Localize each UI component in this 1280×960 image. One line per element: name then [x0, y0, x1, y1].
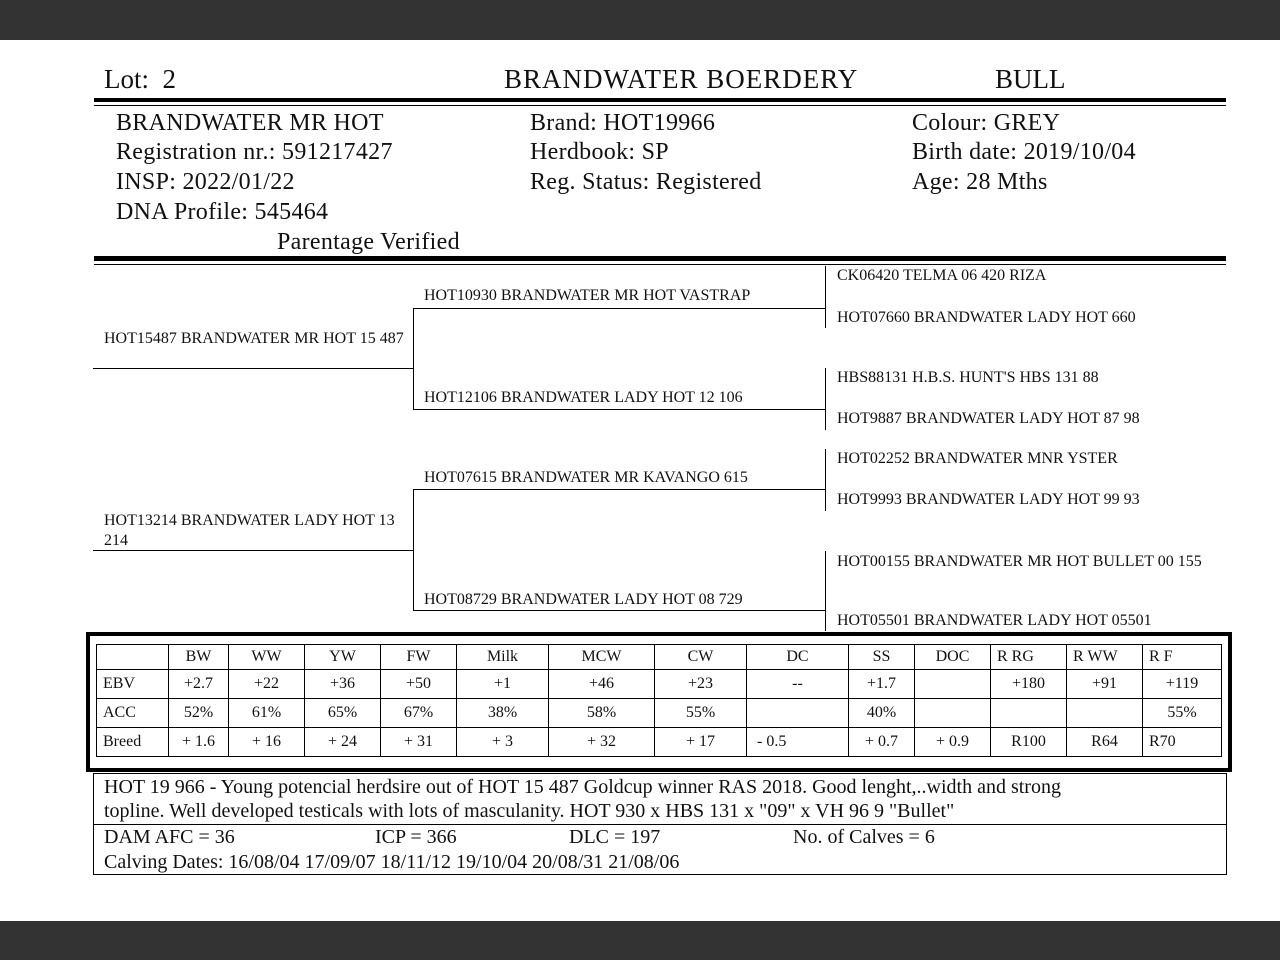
ebv-header-cell: R WW: [1067, 645, 1143, 670]
ebv-cell: +22: [229, 670, 305, 699]
pedigree-bracket: [825, 266, 826, 328]
ebv-header-cell: FW: [381, 645, 457, 670]
ebv-cell: 55%: [1143, 699, 1222, 728]
ebv-cell: + 3: [457, 728, 549, 757]
ebv-cell: [991, 699, 1067, 728]
calving-dates: Calving Dates: 16/08/04 17/09/07 18/11/12 19/10/04 20/08/31 21/08/06: [104, 851, 680, 873]
ebv-row: [97, 670, 1222, 699]
ebv-header-cell: MCW: [549, 645, 655, 670]
ebv-header-cell: DC: [747, 645, 849, 670]
dlc: DLC = 197: [569, 826, 661, 848]
ebv-table: [96, 644, 1222, 757]
ebv-cell: + 1.6: [169, 728, 229, 757]
ebv-cell: [915, 699, 991, 728]
ebv-row-label: Breed: [97, 728, 169, 757]
ebv-cell: R70: [1143, 728, 1222, 757]
ebv-cell: + 17: [655, 728, 747, 757]
pedigree-dam: HOT13214 BRANDWATER LADY HOT 13 214: [104, 512, 395, 549]
pedigree-bracket: [825, 368, 826, 430]
ebv-header-cell: YW: [305, 645, 381, 670]
notes-divider: [94, 824, 1226, 825]
ebv-header-cell: Milk: [457, 645, 549, 670]
ebv-cell: R100: [991, 728, 1067, 757]
ebv-cell: R64: [1067, 728, 1143, 757]
pedigree-line: [413, 308, 825, 309]
animal-name: BRANDWATER MR HOT: [116, 110, 384, 136]
ebv-cell: [747, 699, 849, 728]
pedigree-ds-sire: HOT02252 BRANDWATER MNR YSTER: [837, 450, 1118, 467]
ebv-cell: 61%: [229, 699, 305, 728]
colour: Colour: GREY: [912, 110, 1061, 136]
insp-date: INSP: 2022/01/22: [116, 169, 295, 195]
pedigree-dd-sire: HOT00155 BRANDWATER MR HOT BULLET 00 155: [837, 553, 1202, 570]
pedigree-dam-sire: HOT07615 BRANDWATER MR KAVANGO 615: [424, 469, 748, 486]
pedigree-line: [93, 550, 413, 551]
registration-number: Registration nr.: 591217427: [116, 139, 393, 165]
ebv-cell: +36: [305, 670, 381, 699]
ebv-cell: + 24: [305, 728, 381, 757]
pedigree-sd-sire: HBS88131 H.B.S. HUNT'S HBS 131 88: [837, 369, 1099, 386]
ebv-cell: +23: [655, 670, 747, 699]
icp: ICP = 366: [375, 826, 457, 848]
pedigree-sire-dam: HOT12106 BRANDWATER LADY HOT 12 106: [424, 389, 743, 406]
ebv-cell: 52%: [169, 699, 229, 728]
ebv-cell: - 0.5: [747, 728, 849, 757]
pedigree-line: [413, 489, 825, 490]
ebv-cell: --: [747, 670, 849, 699]
pedigree-sire-sire: HOT10930 BRANDWATER MR HOT VASTRAP: [424, 287, 751, 304]
ebv-cell: + 16: [229, 728, 305, 757]
ebv-cell: + 31: [381, 728, 457, 757]
ebv-header-cell: SS: [849, 645, 915, 670]
ebv-cell: + 0.7: [849, 728, 915, 757]
birth-date: Birth date: 2019/10/04: [912, 139, 1136, 165]
pedigree-ss-sire: CK06420 TELMA 06 420 RIZA: [837, 267, 1047, 284]
ebv-cell: 58%: [549, 699, 655, 728]
ebv-cell: +46: [549, 670, 655, 699]
ebv-cell: 65%: [305, 699, 381, 728]
notes-box: [93, 773, 1227, 875]
ebv-cell: 67%: [381, 699, 457, 728]
ebv-row-label: EBV: [97, 670, 169, 699]
ebv-cell: 55%: [655, 699, 747, 728]
pedigree-bracket: [413, 308, 414, 410]
comment-line-2: topline. Well developed testicals with lots of masculanity. HOT 930 x HBS 131 x "09" x VH 96 9 "Bullet": [104, 800, 955, 822]
info-rule-thin: [94, 264, 1226, 265]
ebv-cell: +50: [381, 670, 457, 699]
pedigree-line: [413, 610, 825, 611]
dam-afc: DAM AFC = 36: [104, 826, 235, 848]
pedigree-dam-dam: HOT08729 BRANDWATER LADY HOT 08 729: [424, 591, 743, 608]
ebv-header-cell: CW: [655, 645, 747, 670]
reg-status: Reg. Status: Registered: [530, 169, 762, 195]
ebv-header-cell: WW: [229, 645, 305, 670]
pedigree-ss-dam: HOT07660 BRANDWATER LADY HOT 660: [837, 309, 1136, 326]
ebv-cell: + 0.9: [915, 728, 991, 757]
ebv-cell: +1: [457, 670, 549, 699]
ebv-cell: 38%: [457, 699, 549, 728]
lot-number: 2: [162, 64, 176, 94]
ebv-header-cell: R F: [1143, 645, 1222, 670]
ebv-header-cell: DOC: [915, 645, 991, 670]
pedigree-bracket: [413, 489, 414, 611]
ebv-row: [97, 699, 1222, 728]
ebv-cell: +180: [991, 670, 1067, 699]
ebv-row-label: ACC: [97, 699, 169, 728]
ebv-header-cell: BW: [169, 645, 229, 670]
bottom-bar: [0, 921, 1280, 960]
calves-count: No. of Calves = 6: [793, 826, 935, 848]
pedigree-line: [413, 409, 825, 410]
top-bar: [0, 0, 1280, 40]
dna-profile: DNA Profile: 545464: [116, 199, 329, 225]
sex-label: BULL: [995, 64, 1066, 94]
pedigree-bracket: [825, 449, 826, 511]
pedigree-sd-dam: HOT9887 BRANDWATER LADY HOT 87 98: [837, 410, 1140, 427]
pedigree-bracket: [825, 551, 826, 631]
ebv-cell: 40%: [849, 699, 915, 728]
ebv-cell: +119: [1143, 670, 1222, 699]
ebv-row: [97, 728, 1222, 757]
ebv-header-cell: [97, 645, 169, 670]
comment-line-1: HOT 19 966 - Young potencial herdsire out of HOT 15 487 Goldcup winner RAS 2018. Good lenght,..width and strong: [104, 776, 1061, 798]
herdbook: Herdbook: SP: [530, 139, 669, 165]
brand: Brand: HOT19966: [530, 110, 716, 136]
ebv-cell: +91: [1067, 670, 1143, 699]
ebv-header-cell: R RG: [991, 645, 1067, 670]
pedigree-dd-dam: HOT05501 BRANDWATER LADY HOT 05501: [837, 612, 1152, 629]
lot-label: Lot: 2: [104, 64, 176, 94]
ebv-header-row: [97, 645, 1222, 670]
ebv-cell: [915, 670, 991, 699]
header-rule-thick: [94, 98, 1226, 102]
ebv-cell: + 32: [549, 728, 655, 757]
breeder-name: BRANDWATER BOERDERY: [504, 64, 859, 94]
ebv-cell: [1067, 699, 1143, 728]
info-rule-thick: [94, 256, 1226, 261]
ebv-cell: +1.7: [849, 670, 915, 699]
ebv-cell: +2.7: [169, 670, 229, 699]
pedigree-line: [93, 368, 413, 369]
pedigree-ds-dam: HOT9993 BRANDWATER LADY HOT 99 93: [837, 491, 1140, 508]
age: Age: 28 Mths: [912, 169, 1048, 195]
pedigree-sire: HOT15487 BRANDWATER MR HOT 15 487: [104, 330, 404, 347]
header-rule-thin: [94, 105, 1226, 106]
parentage-status: Parentage Verified: [277, 229, 460, 255]
